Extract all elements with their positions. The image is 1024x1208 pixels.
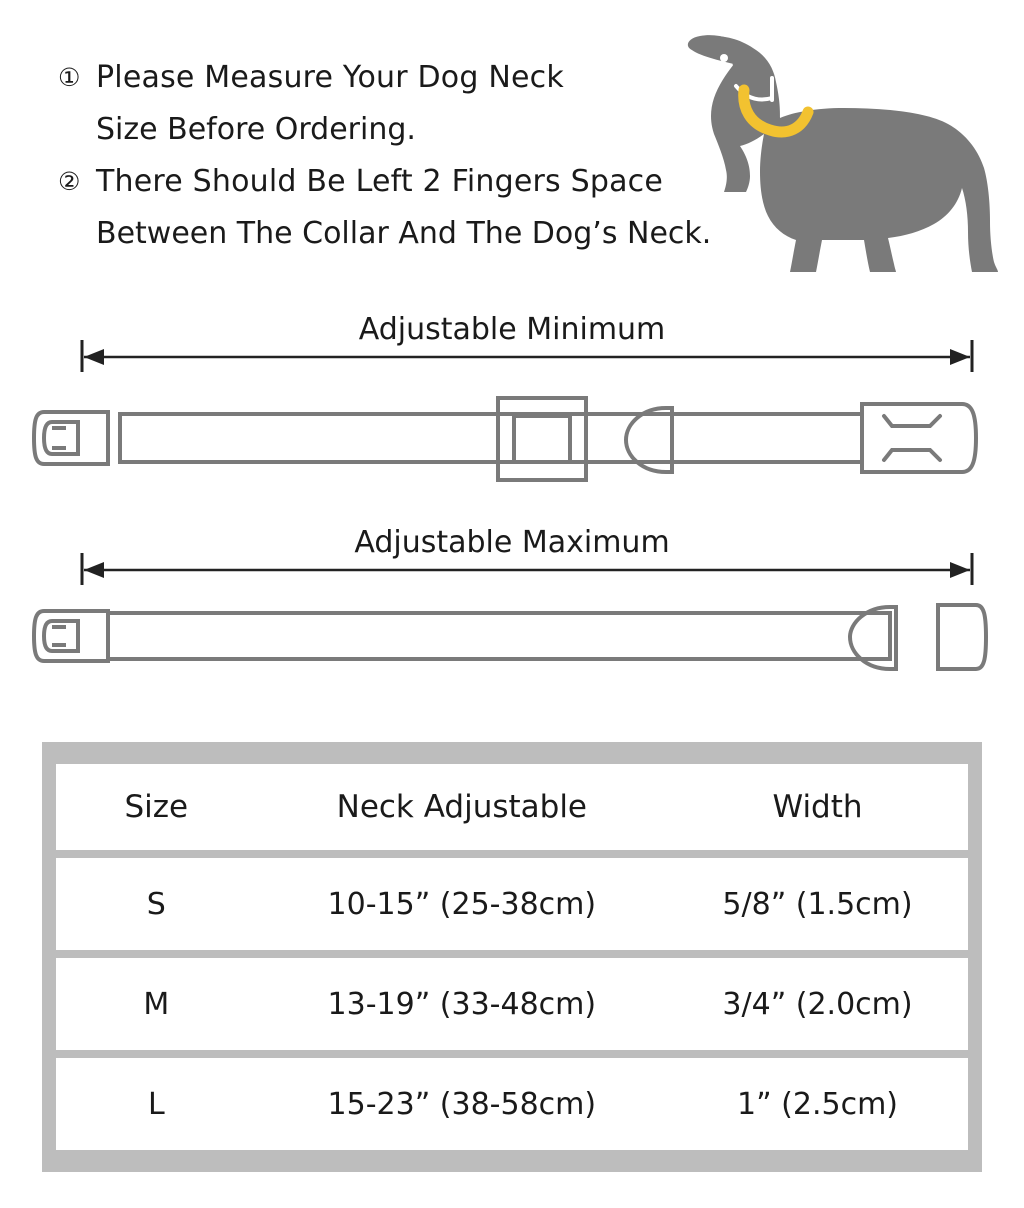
instruction-marker-1: ①	[58, 63, 81, 92]
column-header-size: Size	[56, 764, 257, 850]
instruction-item-1	[58, 52, 778, 104]
table-row	[56, 858, 968, 950]
collar-illustration-minimum	[0, 384, 1024, 514]
table-header-row	[56, 764, 968, 850]
table-row	[56, 1058, 968, 1150]
cell-size: L	[56, 1058, 257, 1150]
cell-neck-adjustable: 15-23” (38-58cm)	[257, 1058, 667, 1150]
dimension-row-minimum	[0, 312, 1024, 372]
dog-eye	[720, 54, 728, 62]
instruction-text-1-line1: Please Measure Your Dog Neck	[96, 60, 564, 95]
instruction-text-2-line1: There Should Be Left 2 Fingers Space	[96, 164, 664, 199]
collar-diagram-minimum	[0, 312, 1024, 512]
instructions-block	[58, 52, 778, 260]
instruction-text-2-line2: Between The Collar And The Dog’s Neck.	[96, 216, 712, 251]
size-chart-table	[56, 756, 968, 1158]
cell-size: S	[56, 858, 257, 950]
label-adjustable-maximum: Adjustable Maximum	[340, 525, 683, 560]
instruction-item-2	[58, 156, 778, 208]
cell-neck-adjustable: 10-15” (25-38cm)	[257, 858, 667, 950]
cell-width: 1” (2.5cm)	[667, 1058, 968, 1150]
cell-neck-adjustable: 13-19” (33-48cm)	[257, 958, 667, 1050]
table-row	[56, 958, 968, 1050]
instruction-marker-2: ②	[58, 167, 81, 196]
collar-diagram-maximum	[0, 525, 1024, 705]
size-chart-table-container	[42, 742, 982, 1172]
cell-width: 3/4” (2.0cm)	[667, 958, 968, 1050]
column-header-width: Width	[667, 764, 968, 850]
dog-silhouette-icon	[688, 35, 998, 272]
label-adjustable-minimum: Adjustable Minimum	[345, 312, 680, 347]
dog-illustration	[676, 16, 1024, 284]
collar-illustration-maximum	[0, 597, 1024, 707]
cell-size: M	[56, 958, 257, 1050]
instruction-text-1-line2: Size Before Ordering.	[96, 112, 416, 147]
column-header-neck-adjustable: Neck Adjustable	[257, 764, 667, 850]
cell-width: 5/8” (1.5cm)	[667, 858, 968, 950]
dimension-row-maximum	[0, 525, 1024, 585]
